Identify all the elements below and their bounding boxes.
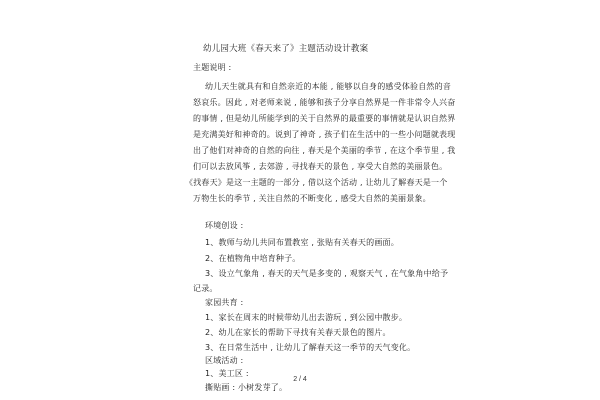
theme-line: 怒哀乐。因此 , 对老师来说 , 能够和孩子分享自然界是一件非常令人兴奋 xyxy=(193,98,456,107)
area-activity-heading: 区域活动 : xyxy=(205,356,244,365)
theme-line: 出了他们对神奇的自然的向往 , 春天是个美丽的季节 , 在这个季节里 , 我 xyxy=(193,146,456,155)
document-title: 幼儿园大班《春天来了》主题活动设计教案 xyxy=(203,44,369,54)
area-activity-item: 1、美工区 : xyxy=(205,369,249,378)
environment-item: 1、教师与幼儿共同布置教室 , 张贴有关春天的画面。 xyxy=(205,238,399,247)
environment-item: 记录。 xyxy=(193,284,218,293)
theme-line: 幼儿天生就具有和自然亲近的本能 , 能够以自身的感受体验自然的音 xyxy=(205,82,452,91)
environment-item: 3、设立气象角 , 春天的天气是多变的 , 观察天气 , 在气象角中给予 xyxy=(205,269,449,278)
home-cooperation-item: 1、家长在周末的时候带幼儿出去游玩 , 到公园中散步。 xyxy=(205,313,408,322)
page-number: 2 / 4 xyxy=(293,376,307,383)
home-cooperation-item: 2、幼儿在家长的帮助下寻找有关春天景色的图片。 xyxy=(205,328,391,337)
home-cooperation-item: 3、在日常生活中 , 让幼儿了解春天这一季节的天气变化。 xyxy=(205,343,416,352)
theme-line: 们可以去放风筝 , 去郊游 , 寻找春天的景色 , 享受大自然的美丽景色。 xyxy=(193,162,448,171)
home-cooperation-heading: 家园共育 : xyxy=(205,298,244,307)
theme-line: 《找春天》是这一主题的一部分 , 借以这个活动 , 让幼儿了解春天是一个 xyxy=(185,178,448,187)
theme-line: 的事情 , 但是幼儿所能学到的关于自然界的最重要的事情就是认识自然界 xyxy=(193,114,456,123)
area-activity-item: 撕贴画 : 小树发芽了。 xyxy=(205,383,288,392)
environment-heading: 环境创设 : xyxy=(205,221,244,230)
theme-line: 是充满美好和神奇的。说到了神奇 , 孩子们在生活中的一些小问题就表现 xyxy=(193,130,456,139)
environment-item: 2、在植物角中培育种子。 xyxy=(205,254,301,263)
theme-heading: 主题说明 : xyxy=(193,63,232,72)
theme-line: 万物生长的季节 , 关注自然的不断变化 , 感受大自然的美丽景象。 xyxy=(193,194,431,203)
